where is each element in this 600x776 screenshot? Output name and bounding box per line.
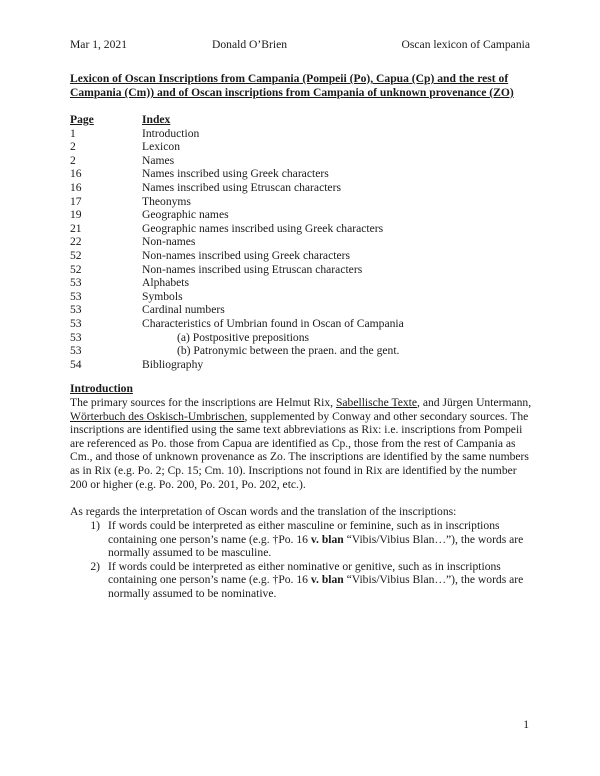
list-text-part: If words could be interpreted as either masculine or feminine, such as in inscriptions containing one person’s name (e.g. †Po. 16 — [108, 519, 500, 546]
list-item-number: 1) — [90, 519, 100, 532]
toc-page-number: 53 — [70, 276, 82, 290]
toc-entry: Theonyms — [142, 194, 191, 208]
intro-text-part: The primary sources for the inscriptions are Helmut Rix, — [70, 396, 336, 409]
toc-page-number: 22 — [70, 235, 82, 249]
header-date: Mar 1, 2021 — [70, 38, 127, 51]
toc-entry: Names inscribed using Etruscan characters — [142, 180, 341, 194]
interpretation-paragraph: As regards the interpretation of Oscan words and the translation of the inscriptions: — [70, 505, 457, 518]
toc-row — [70, 235, 540, 249]
toc-page-number: 16 — [70, 180, 82, 194]
page-header — [70, 38, 530, 52]
toc-page-column-header: Page — [70, 113, 94, 126]
oscan-word: v. blan — [310, 532, 344, 546]
oscan-word: v. blan — [310, 573, 344, 587]
intro-text-part: , and Jürgen Untermann, — [417, 396, 532, 409]
toc-row — [70, 276, 540, 290]
toc-entry: Introduction — [142, 126, 200, 140]
table-of-contents — [70, 113, 540, 371]
toc-entry: Bibliography — [142, 357, 204, 371]
toc-index-column-header: Index — [142, 113, 171, 126]
reference-title: Sabellische Texte — [335, 396, 418, 409]
toc-page-number: 17 — [70, 194, 82, 208]
list-item-text — [108, 519, 532, 560]
toc-page-number: 53 — [70, 344, 82, 358]
list-item-number: 2) — [90, 559, 100, 573]
list-item — [70, 560, 532, 601]
interpretation-list — [70, 519, 532, 601]
toc-page-number: 21 — [70, 221, 82, 235]
toc-entry: Cardinal numbers — [142, 303, 225, 317]
toc-entry: Non-names inscribed using Greek characters — [142, 248, 350, 262]
toc-entry: Names inscribed using Greek characters — [142, 167, 329, 181]
toc-row — [70, 303, 540, 317]
toc-page-number: 2 — [70, 140, 76, 154]
toc-entry: Geographic names inscribed using Greek characters — [142, 221, 384, 235]
reference-title: Wörterbuch des Oskisch-Umbrischen — [70, 409, 245, 423]
toc-row — [70, 222, 540, 236]
toc-row — [70, 317, 540, 331]
header-title: Oscan lexicon of Campania — [401, 38, 530, 51]
toc-page-number: 53 — [70, 316, 82, 330]
toc-entry: Alphabets — [142, 276, 190, 290]
toc-page-number: 2 — [70, 153, 76, 167]
toc-row — [70, 195, 540, 209]
toc-row — [70, 290, 540, 304]
toc-page-number: 1 — [70, 126, 76, 140]
list-item-text — [108, 560, 532, 601]
toc-page-number: 52 — [70, 248, 82, 262]
toc-page-number: 53 — [70, 289, 82, 303]
toc-entry: Lexicon — [142, 140, 180, 154]
toc-entry: (b) Patronymic between the praen. and the gent. — [177, 344, 400, 358]
toc-header-row — [70, 113, 540, 127]
toc-row — [70, 167, 540, 181]
intro-text-part: , supplemented by Conway and other secondary sources. The inscriptions are identified using the same text abbreviations as Rix: i.e. inscriptions from Pompeii are referenced as Po. those from Capua are identified as Cp., those from the rest of Campania as Cm., and those of unknown provenance as Zo. The inscriptions are identified by the same numbers as in Rix (e.g. Po. 2; Cp. 15; Cm. 10). Inscriptions not found in Rix are identified by the number 200 or higher (e.g. Po. 200, Po. 201, Po. 202, etc.). — [70, 409, 529, 491]
toc-page-number: 54 — [70, 357, 82, 371]
toc-row — [70, 127, 540, 141]
page-number: 1 — [523, 718, 529, 731]
toc-row — [70, 140, 540, 154]
toc-row — [70, 344, 540, 358]
toc-page-number: 52 — [70, 262, 82, 276]
list-text-part: “Vibis/Vibius Blan…”), the words are normally assumed to be nominative. — [108, 573, 524, 600]
toc-row — [70, 358, 540, 372]
toc-row — [70, 263, 540, 277]
toc-entry: Non-names — [142, 235, 196, 249]
toc-entry: Non-names inscribed using Etruscan characters — [142, 262, 363, 276]
toc-page-number: 19 — [70, 208, 82, 222]
toc-entry: (a) Postpositive prepositions — [177, 330, 310, 344]
toc-row — [70, 208, 540, 222]
toc-entry: Symbols — [142, 289, 183, 303]
toc-row — [70, 154, 540, 168]
document-title: Lexicon of Oscan Inscriptions from Campania (Pompeii (Po), Capua (Cp) and the rest of Campania (Cm)) and of Oscan inscriptions from Campania of unknown provenance (ZO) — [70, 72, 514, 99]
toc-entry: Characteristics of Umbrian found in Oscan of Campania — [142, 316, 404, 330]
list-text-part: “Vibis/Vibius Blan…”), the words are normally assumed to be masculine. — [108, 532, 524, 560]
list-item — [70, 519, 532, 560]
toc-entry: Names — [142, 153, 175, 167]
list-text-part: If words could be interpreted as either nominative or genitive, such as in inscriptions containing one person’s name (e.g. †Po. 16 — [108, 559, 501, 587]
toc-page-number: 53 — [70, 330, 82, 344]
introduction-heading: Introduction — [70, 382, 133, 395]
toc-row — [70, 181, 540, 195]
header-author: Donald O’Brien — [212, 38, 288, 51]
toc-page-number: 53 — [70, 303, 82, 317]
introduction-paragraph — [70, 396, 532, 491]
toc-entry: Geographic names — [142, 208, 229, 222]
toc-page-number: 16 — [70, 167, 82, 181]
toc-row — [70, 249, 540, 263]
toc-row — [70, 331, 540, 345]
